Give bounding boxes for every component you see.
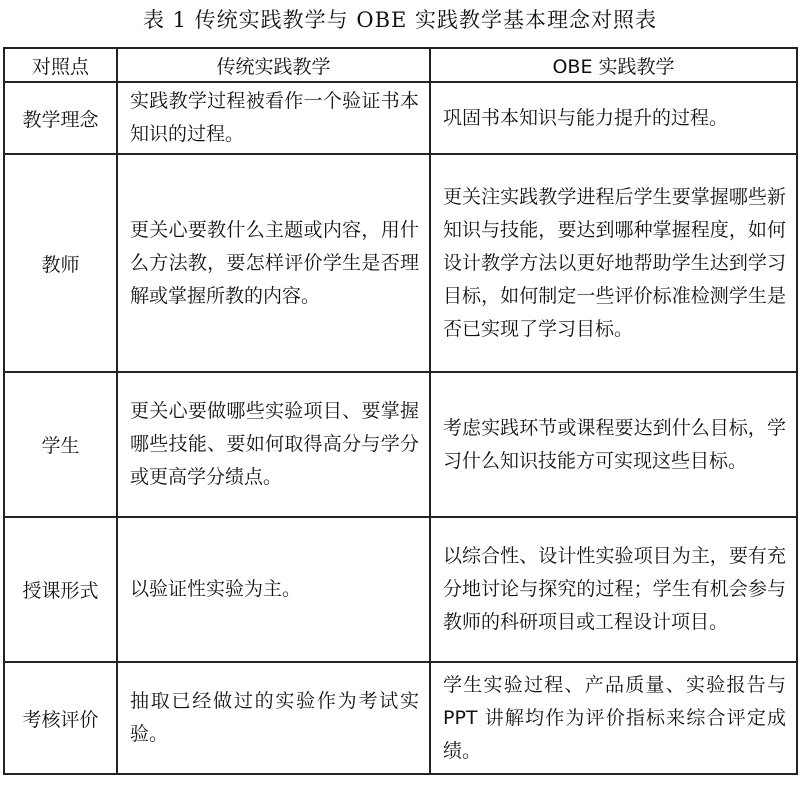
traditional-cell: 抽取已经做过的实验作为考试实验。 (117, 662, 430, 774)
header-traditional: 传统实践教学 (117, 48, 430, 82)
obe-cell: 考虑实践环节或课程要达到什么目标，学习什么知识技能方可实现这些目标。 (430, 372, 797, 517)
table-row (4, 82, 797, 154)
row-label: 授课形式 (4, 517, 117, 662)
row-label: 考核评价 (4, 662, 117, 774)
obe-cell: 以综合性、设计性实验项目为主，要有充分地讨论与探究的过程；学生有机会参与教师的科研项目或工程设计项目。 (430, 517, 797, 662)
traditional-cell: 以验证性实验为主。 (117, 517, 430, 662)
row-label: 教师 (4, 154, 117, 372)
comparison-table (3, 47, 798, 775)
traditional-cell: 更关心要做哪些实验项目、要掌握哪些技能、要如何取得高分与学分或更高学分绩点。 (117, 372, 430, 517)
table-header-row (4, 48, 797, 82)
table-row (4, 517, 797, 662)
traditional-cell: 更关心要教什么主题或内容，用什么方法教，要怎样评价学生是否理解或掌握所教的内容。 (117, 154, 430, 372)
table-row (4, 372, 797, 517)
header-comparison-point: 对照点 (4, 48, 117, 82)
table-row (4, 662, 797, 774)
row-label: 教学理念 (4, 82, 117, 154)
obe-cell: 巩固书本知识与能力提升的过程。 (430, 82, 797, 154)
row-label: 学生 (4, 372, 117, 517)
obe-cell: 更关注实践教学进程后学生要掌握哪些新知识与技能，要达到哪种掌握程度，如何设计教学方法以更好地帮助学生达到学习目标，如何制定一些评价标准检测学生是否已实现了学习目标。 (430, 154, 797, 372)
table-caption: 表 1 传统实践教学与 OBE 实践教学基本理念对照表 (142, 8, 658, 32)
traditional-cell: 实践教学过程被看作一个验证书本知识的过程。 (117, 82, 430, 154)
obe-cell: 学生实验过程、产品质量、实验报告与 PPT 讲解均作为评价指标来综合评定成绩。 (430, 662, 797, 774)
header-obe: OBE 实践教学 (430, 48, 797, 82)
table-row (4, 154, 797, 372)
